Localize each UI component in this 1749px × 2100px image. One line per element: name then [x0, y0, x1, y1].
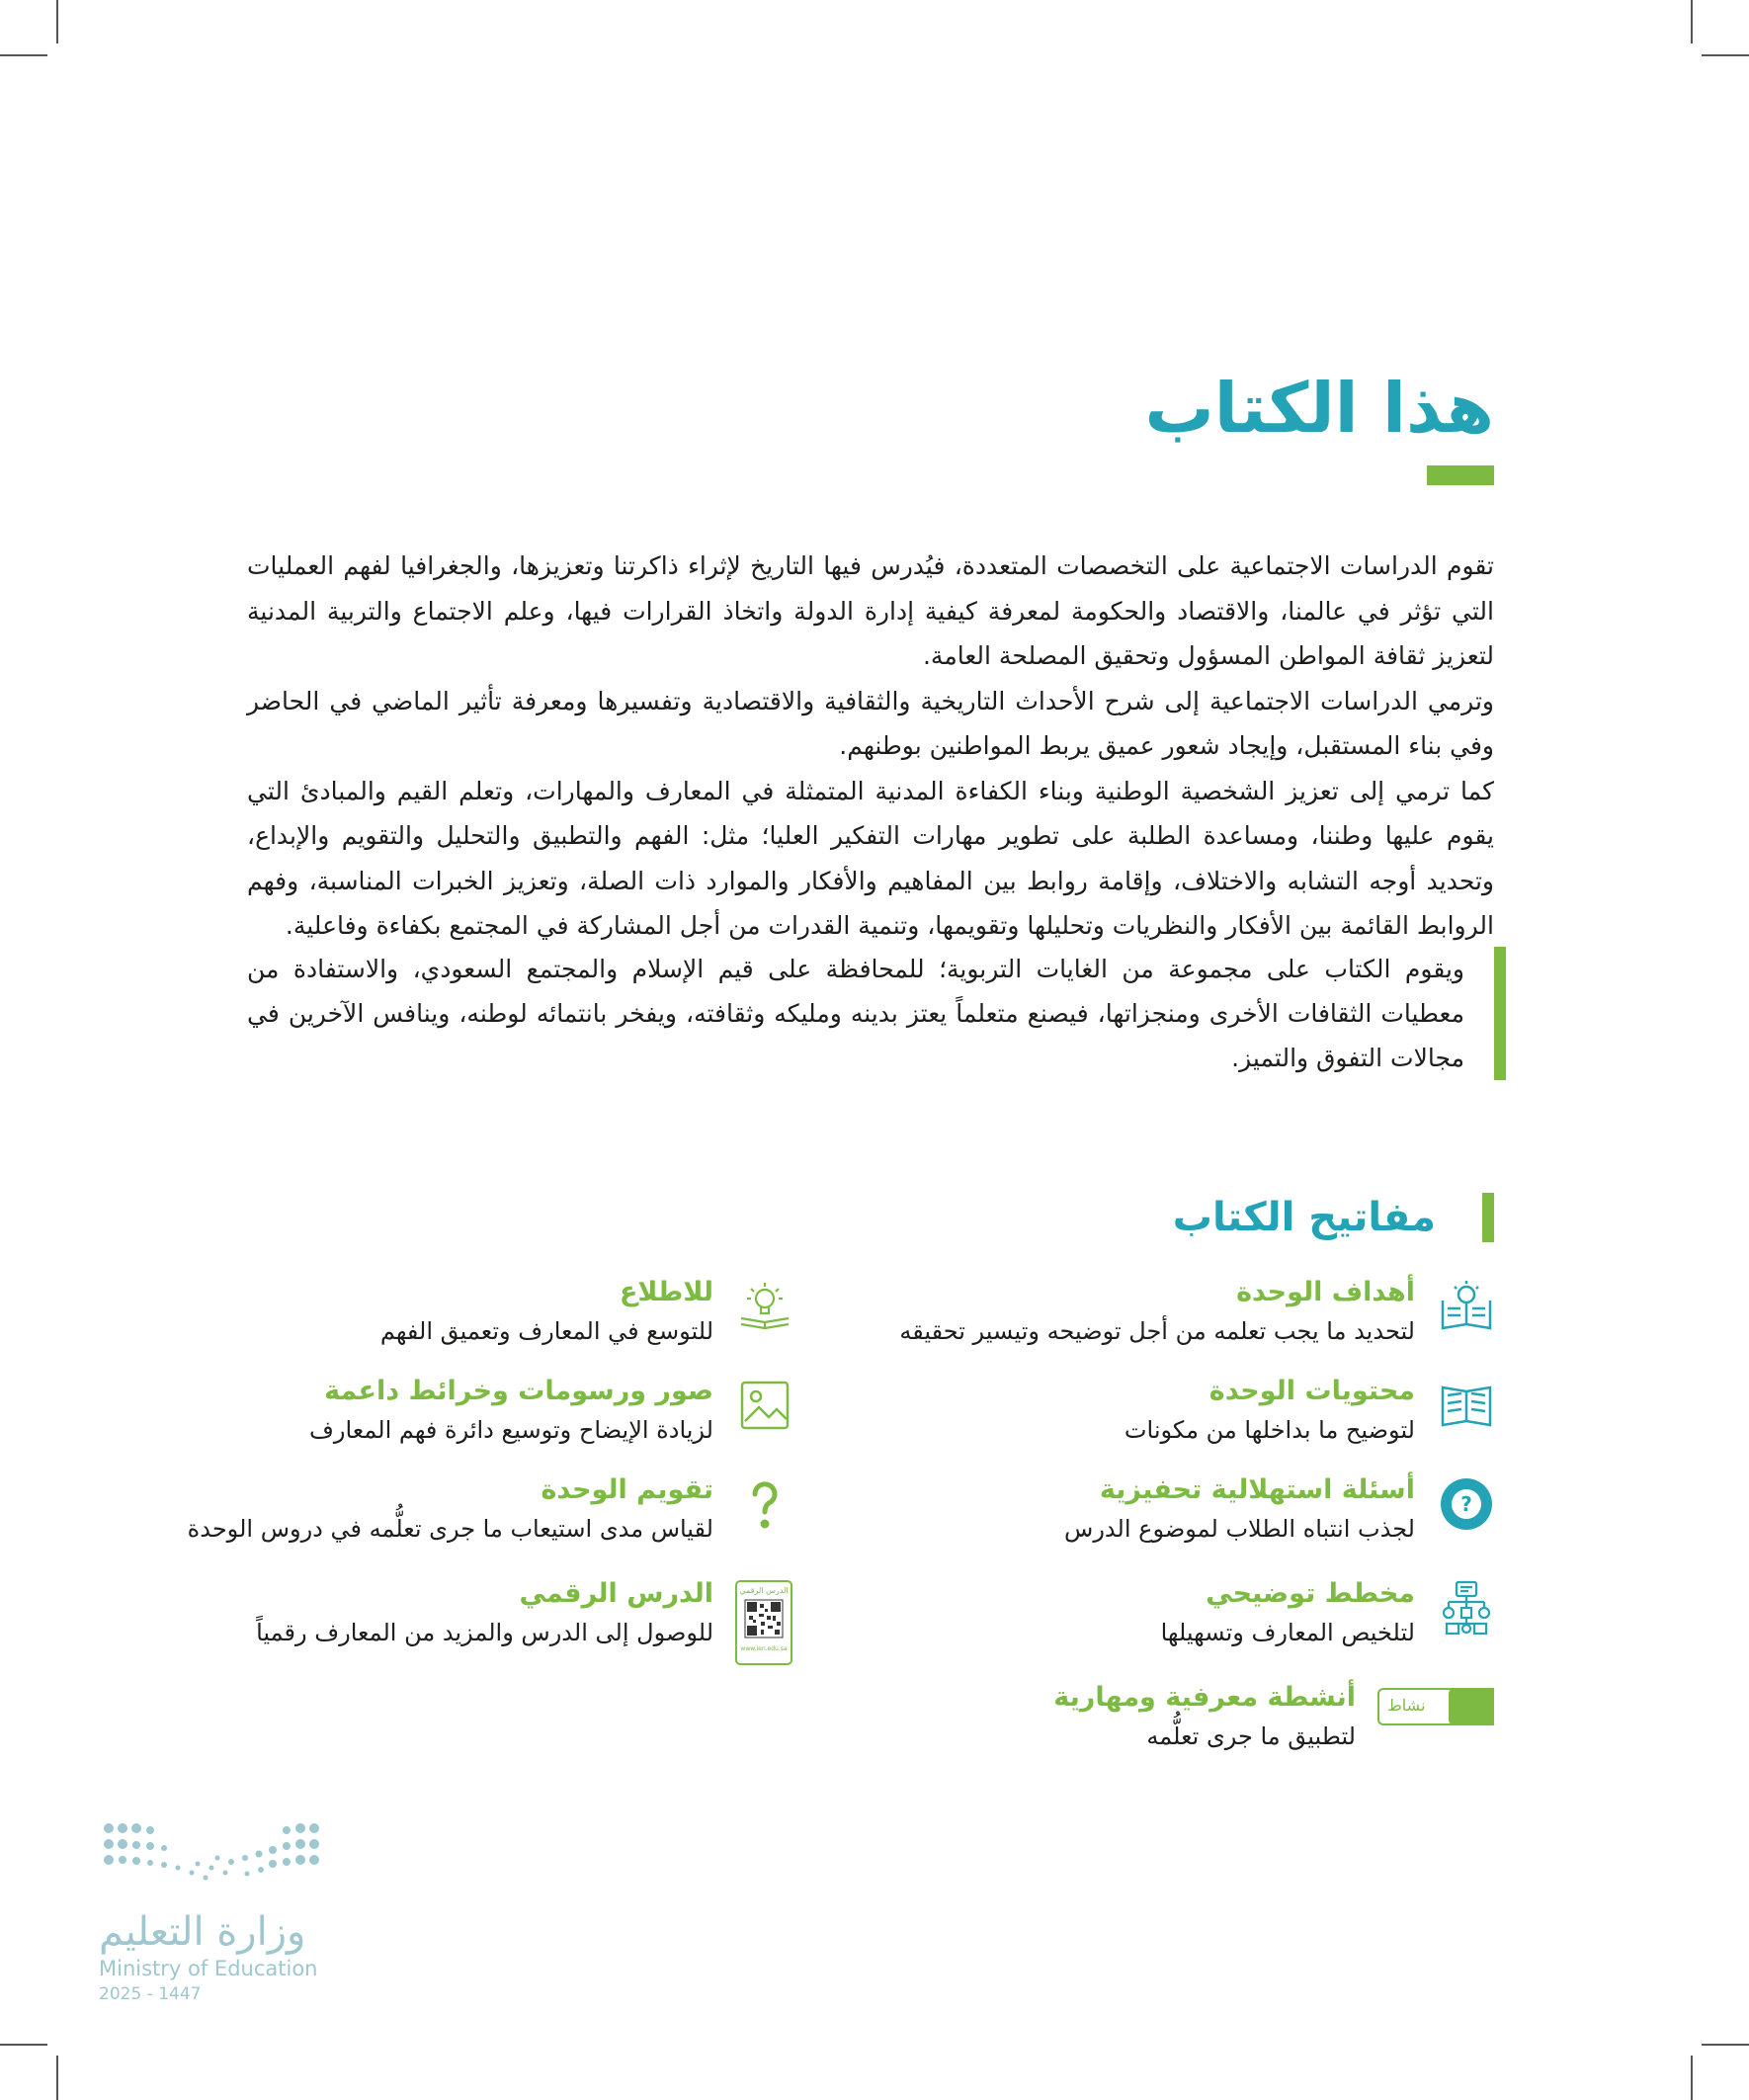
key-title: الدرس الرقمي [519, 1578, 713, 1609]
svg-text:?: ? [1460, 1492, 1472, 1516]
key-title: أنشطة معرفية ومهارية [1053, 1682, 1356, 1713]
question-mark-icon [737, 1476, 792, 1532]
intro-paragraph: وترمي الدراسات الاجتماعية إلى شرح الأحداث التاريخية والثقافية والاقتصادية وتفسيرها ومعرفة تأثير الماضي في الحاضر وفي بناء المستقبل، وإيجاد شعور عميق يربط المواطنين بوطنهم. [247, 686, 1494, 760]
qr-url: www.ien.edu.sa [740, 1645, 788, 1652]
intro-paragraph: كما ترمي إلى تعزيز الشخصية الوطنية وبناء الكفاءة المدنية المتمثلة في المعارف والمهارات، وتعلم القيم والمبادئ التي يقوم عليها وطننا، ومساعدة الطلبة على تطوير مهارات التفكير العليا؛ مثل: الفهم والتطبيق والتحليل والتقويم والإبداع، وتحديد أوجه التشابه والاختلاف، وإقامة روابط بين المفاهيم والأفكار والموارد ذات الصلة، وتعزيز الخبرات المناسبة، وفهم الروابط القائمة بين الأفكار والنظريات وتحليلها وتقويمها، وتنمية القدرات من أجل المشاركة في المجتمع بكفاءة وفاعلية. [247, 776, 1494, 940]
badge-label: نشاط [1387, 1696, 1426, 1715]
key-desc: لزيادة الإيضاح وتوسيع دائرة فهم المعارف [309, 1416, 713, 1444]
page-title: هذا الكتاب [1144, 368, 1494, 449]
key-desc: للتوسع في المعارف وتعميق الفهم [379, 1317, 713, 1345]
lightbulb-book-icon [737, 1279, 792, 1334]
quote-text: ويقوم الكتاب على مجموعة من الغايات التربوية؛ للمحافظة على قيم الإسلام والمجتمع السعودي، والاستفادة من معطيات الثقافات الأخرى ومنجزاتها، فيصنع متعلماً يعتز بدينه ومليكه وثقافته، ويفخر بانتمائه لوطنه، وينافس الآخرين في مجالات التفوق والتميز. [247, 955, 1464, 1072]
crop-mark [56, 2056, 58, 2100]
ministry-name-ar: وزارة التعليم [99, 1909, 306, 1955]
key-desc: للوصول إلى الدرس والمزيد من المعارف رقمياً [256, 1619, 713, 1646]
goals-icon [1439, 1279, 1494, 1334]
key-title: للاطلاع [619, 1277, 713, 1307]
qr-caption: الدرس الرقمي [739, 1586, 789, 1595]
key-desc: لتوضيح ما بداخلها من مكونات [1124, 1416, 1415, 1444]
crop-mark [0, 54, 47, 56]
crop-mark [1691, 0, 1693, 43]
ministry-logo [99, 1818, 326, 1907]
crop-mark [1702, 2044, 1749, 2046]
crop-mark [1702, 54, 1749, 56]
open-book-icon [1439, 1378, 1494, 1433]
crop-mark [0, 2044, 47, 2046]
keys-title-bar [1482, 1193, 1494, 1242]
ministry-name-en: Ministry of Education [99, 1957, 318, 1980]
key-title: محتويات الوحدة [1208, 1376, 1415, 1406]
crop-mark [56, 0, 58, 43]
key-title: أسئلة استهلالية تحفيزية [1099, 1474, 1415, 1505]
crop-mark [1691, 2056, 1693, 2100]
keys-title: مفاتيح الكتاب [1172, 1195, 1436, 1240]
edition-year: 2025 - 1447 [99, 1984, 202, 2004]
key-desc: لقياس مدى استيعاب ما جرى تعلُّمه في دروس الوحدة [187, 1515, 713, 1543]
activity-badge-icon [1377, 1688, 1494, 1725]
key-desc: لتطبيق ما جرى تعلُّمه [1146, 1722, 1356, 1750]
key-desc: لتلخيص المعارف وتسهيلها [1160, 1619, 1415, 1646]
image-icon [737, 1378, 792, 1433]
key-title: صور ورسومات وخرائط داعمة [324, 1376, 713, 1406]
title-underline [1427, 465, 1494, 485]
question-circle-icon [1439, 1476, 1494, 1532]
key-desc: لتحديد ما يجب تعلمه من أجل توضيحه وتيسير تحقيقه [899, 1317, 1415, 1345]
intro-paragraph: تقوم الدراسات الاجتماعية على التخصصات المتعددة، فيُدرس فيها التاريخ لإثراء ذاكرتنا وتعزيزها، والجغرافيا لفهم العمليات التي تؤثر في عالمنا، والاقتصاد والحكومة لمعرفة كيفية إدارة الدولة واتخاذ القرارات فيها، وعلم الاجتماع والتربية المدنية لتعزيز ثقافة المواطن المسؤول وتحقيق المصلحة العامة. [247, 551, 1494, 670]
key-title: أهداف الوحدة [1236, 1277, 1415, 1307]
key-desc: لجذب انتباه الطلاب لموضوع الدرس [1064, 1515, 1415, 1543]
flowchart-icon [1439, 1580, 1494, 1636]
goals-quote [247, 947, 1506, 1080]
key-title: مخطط توضيحي [1206, 1578, 1415, 1609]
qr-code-icon [735, 1580, 792, 1665]
key-title: تقويم الوحدة [541, 1474, 713, 1505]
intro-text [247, 544, 1494, 949]
